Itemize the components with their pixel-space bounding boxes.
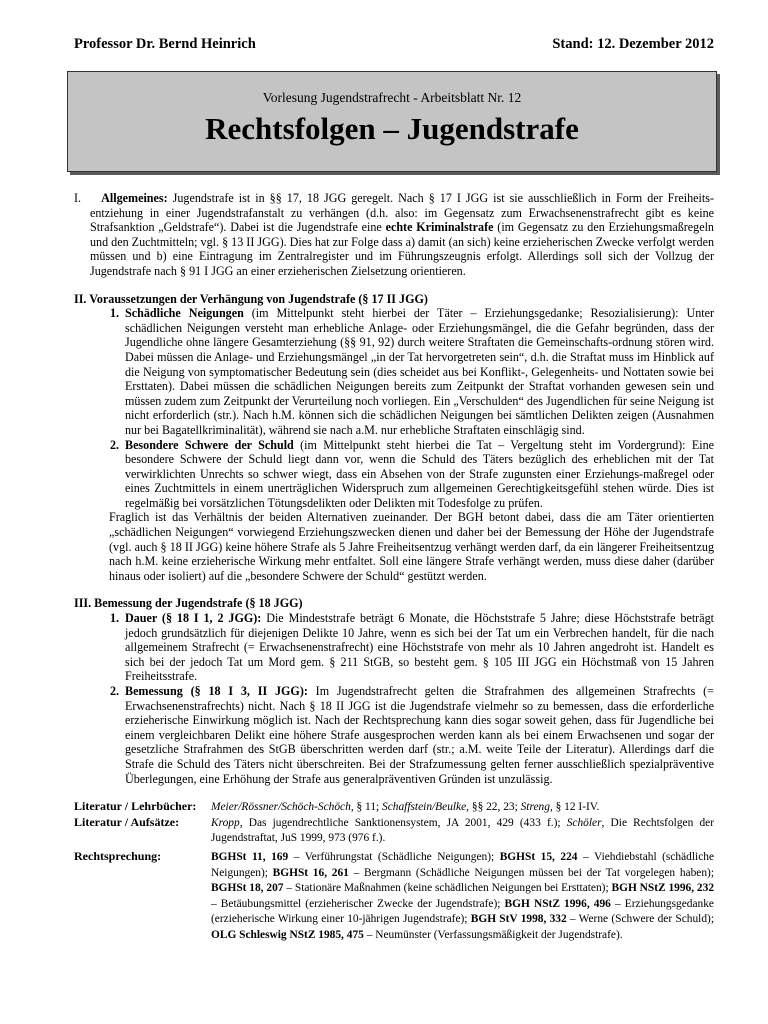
author-name: Schöler [566,816,602,829]
title-box [67,71,717,172]
bold-term: echte Kriminalstrafe [385,220,494,235]
literature-books [74,799,714,815]
case-note: – Verführungstat (Schädliche Neigungen); [288,850,500,863]
section-text: Jugendstrafe ist in §§ 17, 18 JGG geregelt. Nach § 17 I JGG ist sie ausschließlich in Form der Freiheits-entziehung in einer Jugendstrafanstalt zu verhängen (d.h. also: im Gegensatz zum Erwachsenenstrafrecht gibt es keine Strafsanktion „Geldstrafe“). Dabei ist die Jugendstrafe eine [90,191,714,235]
item-text: (im Mittelpunkt steht hierbei die Tat – Vergeltung steht im Vordergrund): Eine besondere Schwere der Schuld liegt dann vor, wenn die Schuld des Täters bezüglich des erheblichen mit der Tat verwirklichten Unrechts so schwer wiegt, dass ein Absehen von der Strafe zugunsten einer Erziehungs-maßregel oder eines Zuchtmittels in einem unerträglichen Widerspruch zum allgemeinen Gerechtigkeitsgefühl stehen würde. Dies ist regelmäßig bei vorsätzlichen Tötungsdelikten oder Delikten mit Todesfolge zu prüfen. [125,437,714,510]
case-citation: BGHSt 16, 261 [272,866,349,879]
literature-label: Literatur / Lehrbücher: [74,799,197,814]
case-citation: OLG Schleswig NStZ 1985, 475 [211,928,364,941]
case-note: – Erziehungsgedanke (erzieherische Wirkung einer 10-jährigen Jugendstrafe); [211,897,714,926]
case-citation: BGH NStZ 1996, 496 [504,897,611,910]
section-general [74,191,714,279]
date-stamp: Stand: 12. Dezember 2012 [552,36,714,52]
item-number: 1. [110,611,120,626]
paragraph: Fraglich ist das Verhältnis der beiden Alternativen zueinander. Der BGH betont dabei, dass die am Täter orientierten „schädlichen Neigungen“ vorwiegend Erziehungszwecken dienen und daher bei der Bemessung der Höhe der Jugendstrafe (vgl. auch § 18 II JGG) keine höhere Strafe als 5 Jahre Freiheitsentzug verhängt werden darf, da ein längerer Freiheitsentzug nach h.M. keine erzieherische Wirkung mehr entfaltet. Soll eine längere Strafe verhängt werden, muss diese daher (darüber hinaus oder isoliert) auf die „besondere Schwere der Schuld“ gestützt werden. [109,510,714,583]
item-title: Bemessung (§ 18 I 3, II JGG): [125,684,308,698]
item-text: Die Mindeststrafe beträgt 6 Monate, die Höchststrafe 5 Jahre; diese Höchststrafe beträgt jedoch grundsätzlich für diejenigen Delikte 10 Jahre, wenn es sich bei der Tat um ein Verbrechen handelt, für die nach allgemeinem Strafrecht (= Erwachsenenstrafrecht) eine Höchststrafe von mehr als 10 Jahren angedroht ist. Handelt es sich bei der jedoch Tat um Mord gem. § 211 StGB, so besteht gem. § 105 III JGG ein Höchstmaß von 15 Jahren Freiheitsstrafe. [125,611,714,684]
item-number: 1. [110,306,120,321]
literature-label: Rechtsprechung: [74,848,162,863]
item-text: Im Jugendstrafrecht gelten die Strafrahmen des allgemeinen Strafrechts (= Erwachsenenstrafrechts) nicht. Nach § 18 II JGG ist die Jugendstrafe vielmehr so zu bemessen, dass die erforderliche erzieherische Einwirkung möglich ist. Nach der Rechtsprechung kann dies sogar soweit gehen, dass für Jugendliche bei einem vergleichbaren Delikt eine höhere Strafe ausgesprochen werden kann als bei einem Erwachsenen und sogar der gesetzliche Strafrahmen des StGB überschritten werden darf (str.; a.M. weite Teile der Literatur). Allerdings darf die Strafe die Schuld des Täters nicht überschreiten. Bei der Strafzumessung gelten ferner ausschließlich spezialpräventive Überlegungen, eine Erhöhung der Strafe aus generalpräventiven Gründen ist unzulässig. [125,684,714,786]
section-heading: Allgemeines: [101,191,168,205]
list-item [74,306,714,437]
case-note: – Stationäre Maßnahmen (keine schädlichen Neigungen bei Ersttaten); [283,882,612,895]
list-item [74,684,714,786]
citation-text: , Die Rechtsfolgen der Jugendstraftat, JuS 1999, 973 (976 f.). [211,816,715,845]
item-title: Schädliche Neigungen [125,306,244,321]
case-law [74,849,714,943]
page-title: Rechtsfolgen – Jugendstrafe [205,111,579,146]
author-name: Meier/Rössner/Schöch-Schöch [211,801,351,814]
lecture-subtitle: Vorlesung Jugendstrafrecht - Arbeitsblatt Nr. 12 [262,90,522,105]
case-citation: BGHSt 15, 224 [499,850,578,863]
citation-text: , § 11; [350,801,383,814]
list-item [74,611,714,684]
item-title: Dauer (§ 18 I 1, 2 JGG): [125,611,262,626]
list-item [74,438,714,511]
author-name: Streng [520,801,550,814]
case-note: – Bergmann (Schädliche Neigungen müssen bei der Tat vorgelegen haben); [348,866,714,879]
item-title: Besondere Schwere der Schuld [125,437,294,452]
section-heading: III. Bemessung der Jugendstrafe (§ 18 JGG) [74,596,303,611]
case-citation: BGH StV 1998, 332 [470,913,567,926]
literature-label: Literatur / Aufsätze: [74,814,180,829]
literature-block [74,799,714,942]
case-citation: BGHSt 11, 169 [211,850,289,863]
case-citation: BGH NStZ 1996, 232 [611,882,715,895]
item-number: 2. [110,684,120,698]
item-number: 2. [110,437,120,452]
case-note: – Werne (Schwere der Schuld); [566,913,714,926]
author-name: Schaffstein/Beulke [382,801,467,814]
citation-text: , Das jugendrechtliche Sanktionensystem, JA 2001, 429 (433 f.); [239,816,567,829]
case-note: – Viehdiebstahl (schädliche Neigungen); [211,850,714,879]
citation-text: , §§ 22, 23; [466,801,521,814]
section-heading: II. Voraussetzungen der Verhängung von Jugendstrafe (§ 17 II JGG) [74,291,428,306]
citation-text: , § 12 I-IV. [549,801,600,814]
literature-articles [74,815,714,846]
case-note: – Betäubungsmittel (erzieherischer Zwecke der Jugendstrafe); [211,897,505,910]
case-citation: BGHSt 18, 207 [211,882,284,895]
author-name: Kropp [211,816,240,829]
case-note: – Neumünster (Verfassungsmäßigkeit der Jugendstrafe). [363,928,623,941]
section-number: I. [74,191,82,205]
section-text: (im Gegensatz zu den Erziehungsmaßregeln und den Zuchtmitteln; vgl. § 13 II JGG). Dies hat zur Folge dass a) damit (an sich) keine erzieherischen Zwecke verfolgt werden müssen und b) eine Eintragung im Zentralregister und im Führungszeugnis erfolgt. Allerdings soll sich der Vollzug der Jugendstrafe nach § 91 I JGG an einer erzieherischen Zielsetzung orientieren. [90,220,714,278]
author-name: Professor Dr. Bernd Heinrich [74,36,256,52]
item-text: (im Mittelpunkt steht hierbei der Täter – Erziehungsgedanke; Resozialisierung): Unter schädlichen Neigungen versteht man erhebliche Anlage- oder Erziehungsmängel, die die Gefahr begründen, dass der Jugendliche ohne längere Gesamterziehung (§§ 91, 92) durch weitere Straftaten die Gemeinschafts-ordnung stören wird. Dabei müssen die Anlage- und Erziehungsmängel „in der Tat hervorgetreten sein“, d.h. die Straftat muss im Hinblick auf die Neigung von symptomatischer Bedeutung sein (dies scheidet aus bei Konflikt-, Gelegenheits- und Nottaten sowie bei Ersttaten). Dabei müssen die schädlichen Neigungen bereits zum Zeitpunkt der Straftat vorhanden gewesen sein und müssen zudem zum Zeitpunkt der Verurteilung noch vorliegen. Ein „Verschulden“ des Jugendlichen für seine Neigung ist nicht erforderlich (str.). Nach h.M. können sich die schädlichen Neigungen bei sämtlichen Delikten zeigen (Ausnahmen nur bei Bagatellkriminalität), während sie nach a.M. nur erhebliche Straftaten einschlägig sind. [125,306,714,437]
document-body [74,191,714,943]
